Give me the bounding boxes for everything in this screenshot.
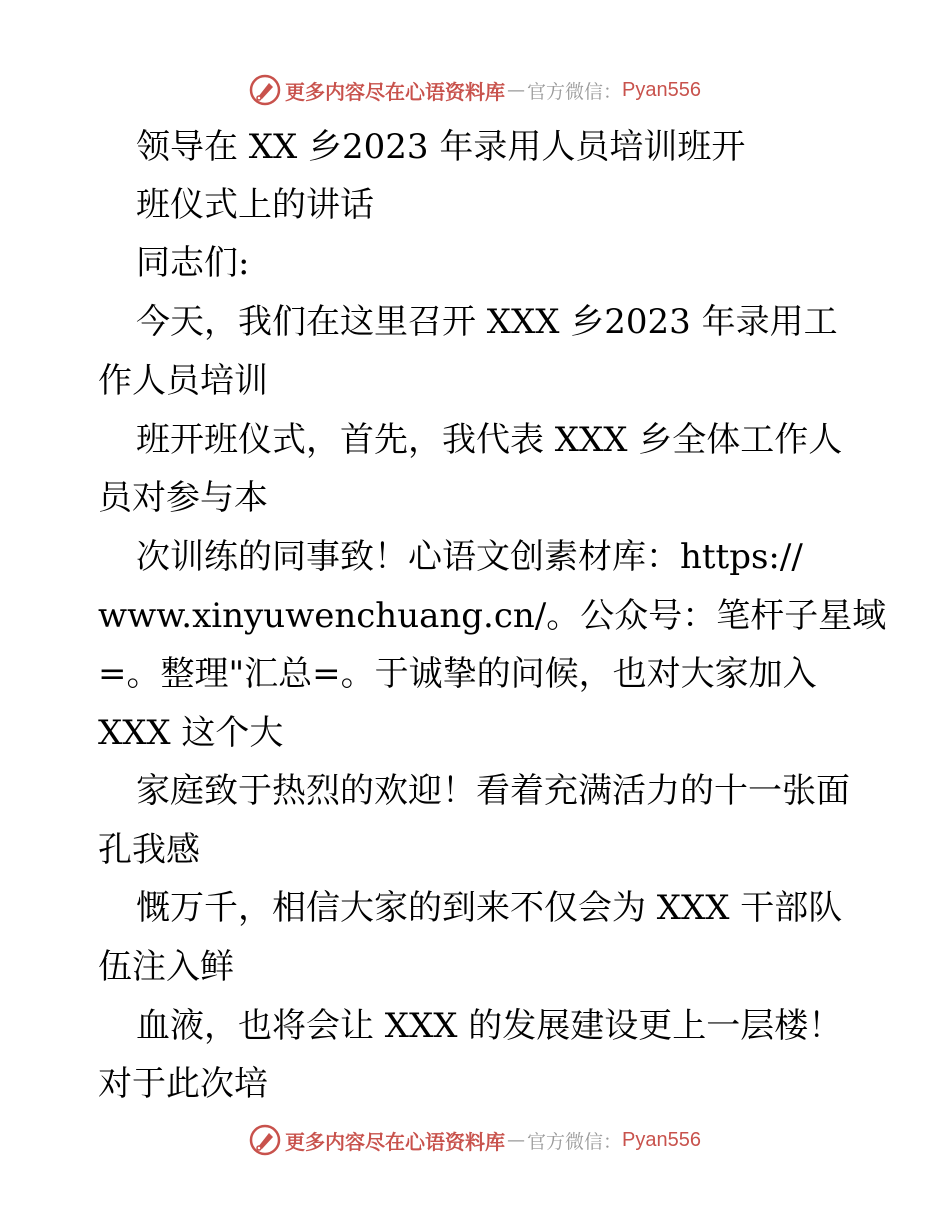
header-banner bbox=[0, 70, 950, 110]
title-line-1: 领导在 XX 乡2023 年录用人员培训班开 bbox=[136, 127, 746, 167]
paragraph-line: 慨万千，相信大家的到来不仅会为 XXX 干部队 bbox=[136, 888, 843, 928]
salutation: 同志们: bbox=[136, 243, 250, 283]
paragraph-line: www.xinyuwenchuang.cn/。公众号：笔杆子星域 bbox=[98, 596, 887, 636]
title-line-2: 班仪式上的讲话 bbox=[136, 185, 374, 225]
paragraph-line: 次训练的同事致！心语文创素材库：https:// bbox=[136, 537, 803, 577]
paragraph-line: 伍注入鲜 bbox=[98, 947, 234, 987]
pen-nib-logo-icon bbox=[249, 74, 281, 106]
banner-wechat-id: Pyan556 bbox=[622, 78, 701, 101]
paragraph-line: 作人员培训 bbox=[98, 361, 268, 401]
banner-wechat-label: 官方微信： bbox=[527, 80, 623, 103]
footer-banner bbox=[0, 1120, 950, 1160]
banner-slogan: 更多内容尽在心语资料库 bbox=[285, 1129, 505, 1154]
paragraph-line: 员对参与本 bbox=[98, 478, 268, 518]
banner-slogan: 更多内容尽在心语资料库 bbox=[285, 79, 505, 104]
paragraph-line: 血液，也将会让 XXX 的发展建设更上一层楼！ bbox=[136, 1006, 843, 1046]
paragraph-line: 孔我感 bbox=[98, 830, 200, 870]
paragraph-line: =。整理"汇总=。于诚挚的问候，也对大家加入 bbox=[98, 654, 817, 694]
paragraph-line: 今天，我们在这里召开 XXX 乡2023 年录用工 bbox=[136, 302, 838, 342]
banner-wechat-label: 官方微信： bbox=[527, 1130, 623, 1153]
pen-nib-logo-icon bbox=[249, 1124, 281, 1156]
banner-separator: — bbox=[507, 1129, 525, 1151]
paragraph-line: XXX 这个大 bbox=[98, 713, 284, 753]
paragraph-line: 对于此次培 bbox=[98, 1064, 268, 1104]
banner-wechat-id: Pyan556 bbox=[622, 1128, 701, 1151]
paragraph-line: 班开班仪式，首先，我代表 XXX 乡全体工作人 bbox=[136, 420, 843, 460]
banner-separator: — bbox=[507, 79, 525, 101]
paragraph-line: 家庭致于热烈的欢迎！看着充满活力的十一张面 bbox=[136, 771, 850, 811]
